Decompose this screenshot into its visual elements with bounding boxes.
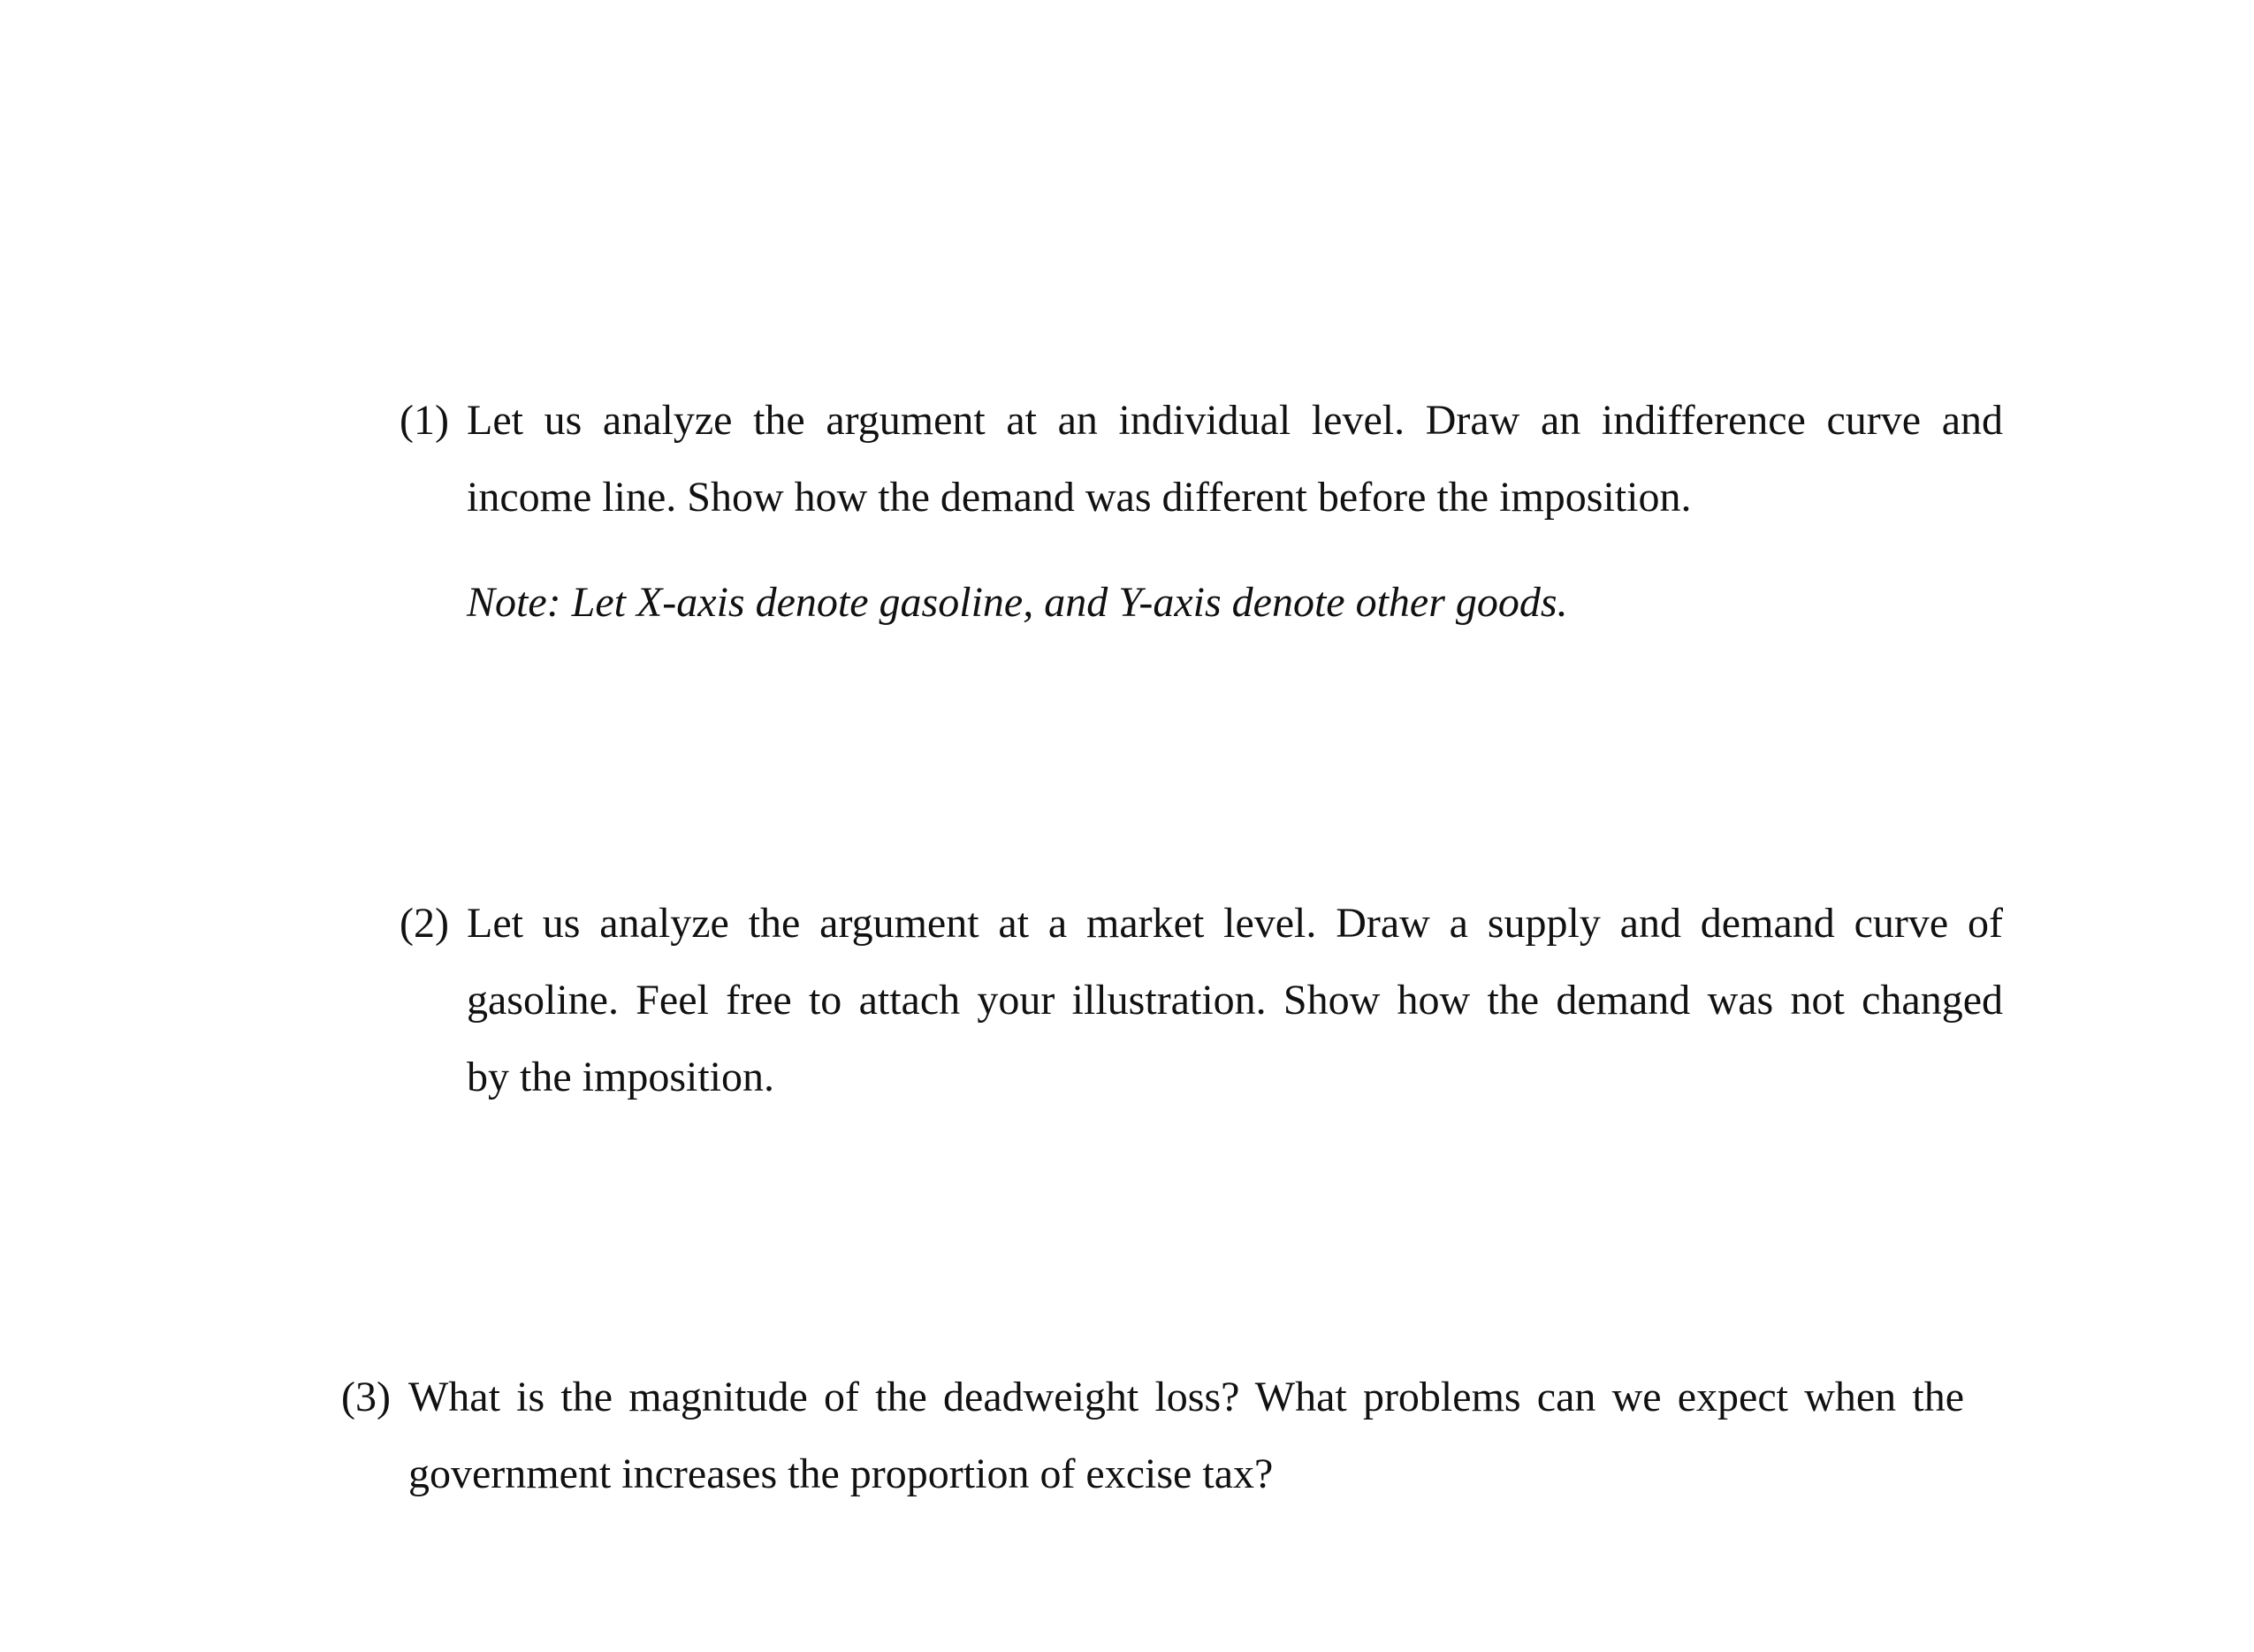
question-1-line-1 [400,382,2003,459]
question-1-number: (1) [400,397,449,444]
question-3-number: (3) [341,1374,391,1420]
question-2-line-3: by the imposition. [467,1054,774,1100]
question-3 [341,1359,1964,1512]
question-3-line-1-text: What is the magnitude of the deadweight loss? What problems can we expect when the [408,1374,1964,1420]
question-2-line-1-text: Let us analyze the argument at a market level. Draw a supply and demand curve of [467,900,2003,947]
question-2-line-1 [400,885,2003,962]
question-3-line-2: government increases the proportion of excise tax? [408,1450,1274,1497]
question-2 [400,885,2003,1115]
question-2-number: (2) [400,900,449,947]
question-1-note: Note: Let X-axis denote gasoline, and Y-axis denote other goods. [467,579,1568,626]
question-1-line-2: income line. Show how the demand was different before the imposition. [467,474,1692,521]
question-1-line-1-text: Let us analyze the argument at an individual level. Draw an indifference curve and [467,397,2003,444]
question-2-line-2: gasoline. Feel free to attach your illustration. Show how the demand was not changed [467,977,2003,1024]
question-1 [400,382,2003,641]
question-3-line-1 [341,1359,1964,1435]
